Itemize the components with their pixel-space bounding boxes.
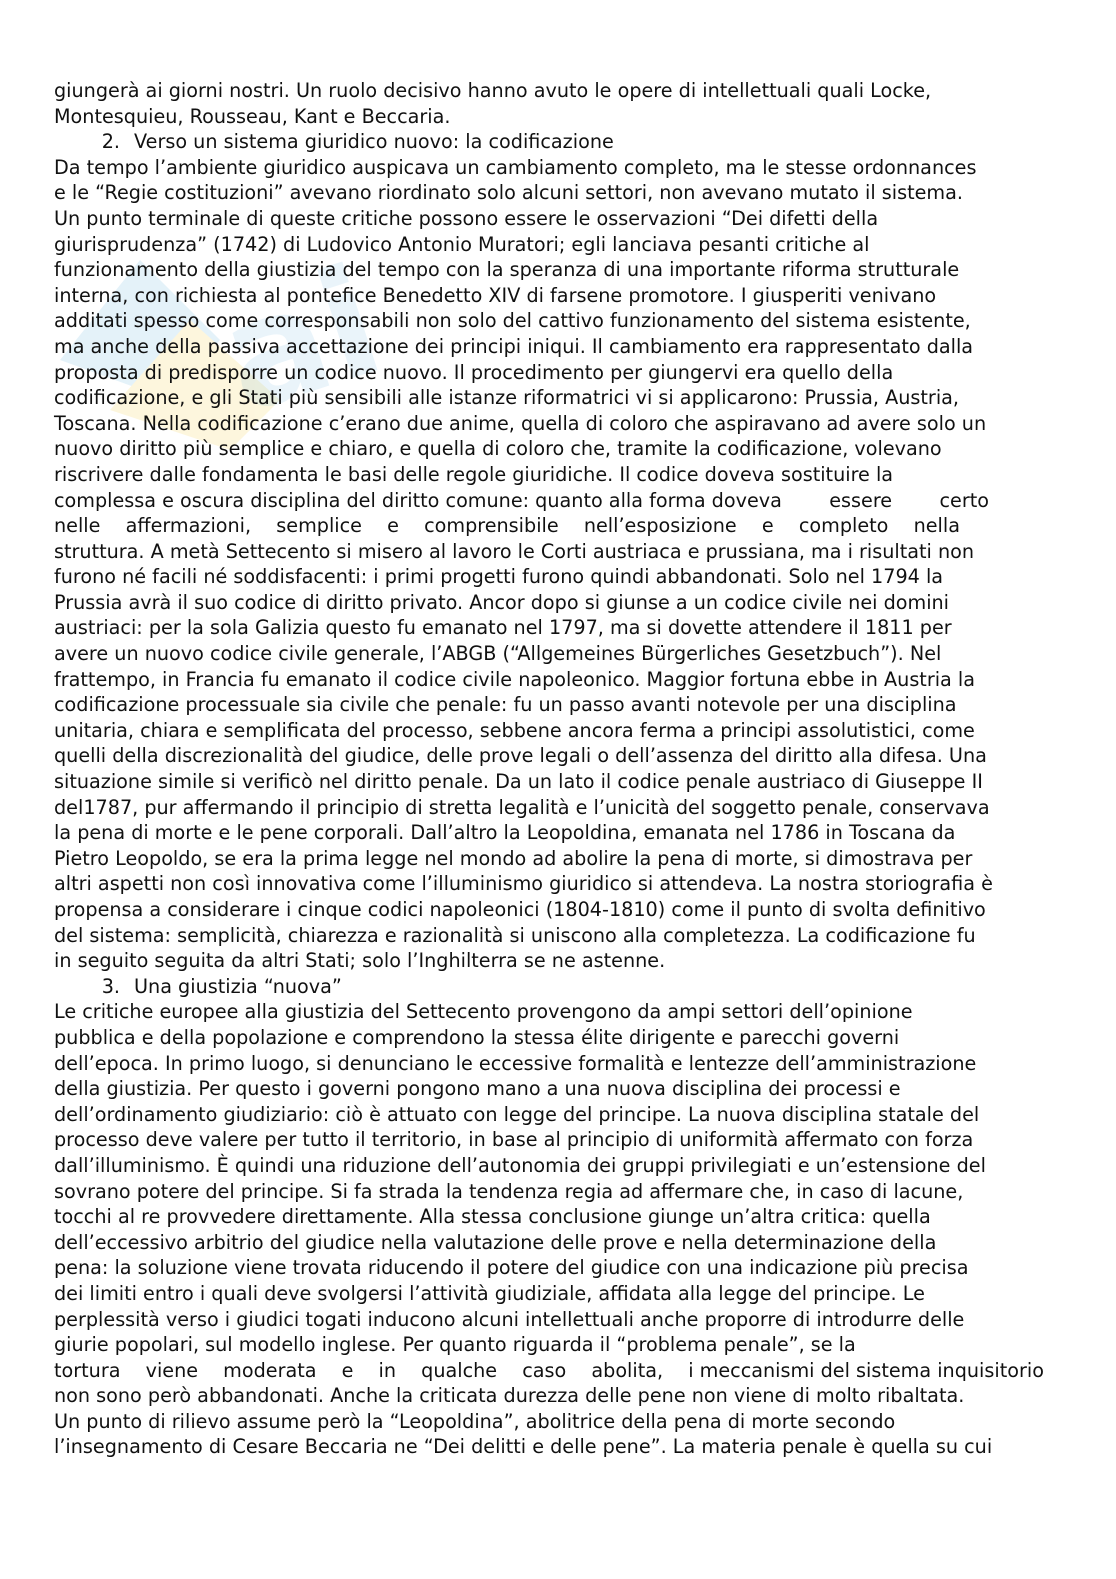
text-line: altri aspetti non così innovativa come l’illuminismo giuridico si attendeva. La nostra storiografia è [54,872,993,896]
section-heading [54,974,1064,1000]
section-title: Verso un sistema giuridico nuovo: la codificazione [134,130,614,154]
text-line: tocchi al re provvedere direttamente. Alla stessa conclusione giunge un’altra critica: quella [54,1205,931,1229]
text-line: interna, con richiesta al pontefice Benedetto XIV di farsene promotore. I giusperiti venivano [54,283,937,307]
text-line: struttura. A metà Settecento si misero al lavoro le Corti austriaca e prussiana, ma i risultati non [54,539,975,563]
intro-paragraph [54,78,1064,129]
text-line: proposta di predisporre un codice nuovo. Il procedimento per giungervi era quello della [54,360,894,384]
text-word: comprensibile [424,514,559,538]
text-line: additati spesso come corresponsabili non solo del cattivo funzionamento del sistema esistente, [54,309,971,333]
text-line: dell’eccessivo arbitrio del giudice nella valutazione delle prove e nella determinazione della [54,1230,937,1254]
text-word: completo [798,514,889,538]
text-line [54,513,960,539]
text-line: giurisprudenza” (1742) di Ludovico Antonio Muratori; egli lanciava pesanti critiche al [54,232,870,256]
text-line: Un punto di rilievo assume però la “Leopoldina”, abolitrice della pena di morte secondo [54,1409,896,1433]
text-line: ma anche della passiva accettazione dei principi iniqui. Il cambiamento era rappresentato dalla [54,334,974,358]
text-line: l’insegnamento di Cesare Beccaria ne “Dei delitti e delle pene”. La materia penale è quella su cui [54,1435,993,1459]
text-word: certo [939,488,989,512]
section-title: Una giustizia “nuova” [134,974,342,998]
document-body [54,78,1064,1460]
text-word: tortura [54,1358,121,1382]
text-line: Le critiche europee alla giustizia del Settecento provengono da ampi settori dell’opinione [54,1000,913,1024]
text-line: Prussia avrà il suo codice di diritto privato. Ancor dopo si giunse a un codice civile nei domini [54,590,950,614]
text-line: giungerà ai giorni nostri. Un ruolo decisivo hanno avuto le opere di intellettuali quali Locke, [54,79,932,102]
section-number: 2. [101,130,120,154]
text-line: propensa a considerare i cinque codici napoleonici (1804-1810) come il punto di svolta definitivo [54,898,986,921]
text-word: nella [913,514,960,538]
svg-text:ai: ai [201,234,401,448]
text-line: Da tempo l’ambiente giuridico auspicava un cambiamento completo, ma le stesse ordonnances [54,155,977,179]
text-line: e le “Regie costituzioni” avevano riordinato solo alcuni settori, non avevano mutato il sistema. [54,181,963,205]
text-line: pubblica e della popolazione e comprendono la stessa élite dirigente e parecchi governi [54,1025,900,1049]
text-line: dall’illuminismo. È quindi una riduzione dell’autonomia dei gruppi privilegiati e un’estensione del [54,1153,986,1177]
text-word: abolita, [591,1358,664,1382]
text-line: pena: la soluzione viene trovata riducendo il potere del giudice con una indicazione più precisa [54,1256,969,1280]
text-line: nuovo diritto più semplice e chiaro, e quella di coloro che, tramite la codificazione, volevano [54,437,942,461]
text-word: viene [145,1358,199,1382]
text-word: affermazioni, [125,514,252,538]
section-paragraph [54,155,1064,974]
text-line: dell’ordinamento giudiziario: ciò è attuato con legge del principe. La nuova disciplina statale del [54,1102,980,1126]
section-heading [54,129,1064,155]
text-word: moderata [223,1358,317,1382]
text-line: Un punto terminale di queste critiche possono essere le osservazioni “Dei difetti della [54,206,879,230]
text-line: austriaci: per la sola Galizia questo fu emanato nel 1797, ma si dovette attendere il 1811 per [54,616,952,640]
text-word: semplice [276,514,362,538]
text-line: in seguito seguita da altri Stati; solo l’Inghilterra se ne astenne. [54,949,666,973]
text-word: e [387,514,399,538]
text-line: situazione simile si verificò nel diritto penale. Da un lato il codice penale austriaco di Giuseppe II [54,770,983,794]
text-line: non sono però abbandonati. Anche la criticata durezza delle pene non viene di molto ribaltata. [54,1384,965,1408]
text-line: frattempo, in Francia fu emanato il codice civile napoleonico. Maggior fortuna ebbe in Austria la [54,667,975,691]
text-line: dell’epoca. In primo luogo, si denunciano le eccessive formalità e lentezze dell’amministrazione [54,1051,977,1075]
text-word: essere [829,488,893,512]
text-line: quelli della discrezionalità del giudice, delle prove legali o dell’assenza del diritto alla difesa. Una [54,744,987,768]
text-line: Pietro Leopoldo, se era la prima legge nel mondo ad abolire la pena di morte, si dimostrava per [54,846,973,870]
text-word: caso [522,1358,567,1382]
text-line: furono né facili né soddisfacenti: i primi progetti furono quindi abbandonati. Solo nel 1794 la [54,565,944,589]
text-line: del sistema: semplicità, chiarezza e razionalità si uniscono alla completezza. La codificazione fu [54,923,976,947]
text-line: processo deve valere per tutto il territorio, in base al principio di uniformità affermato con forza [54,1128,974,1152]
section-paragraph [54,999,1064,1460]
text-line: avere un nuovo codice civile generale, l’ABGB (“Allgemeines Bürgerliches Gesetzbuch”). Nel [54,642,942,666]
text-word: complessa e oscura disciplina del diritto comune: quanto alla forma doveva [54,488,782,512]
text-line: sovrano potere del principe. Si fa strada la tendenza regia ad affermare che, in caso di lacune, [54,1179,964,1203]
text-line [54,1358,1044,1384]
text-line: riscrivere dalle fondamenta le basi delle regole giuridiche. Il codice doveva sostituire la [54,462,894,486]
text-word: e [761,514,774,538]
text-word: nell’esposizione [583,514,737,538]
text-word: i meccanismi del sistema inquisitorio [688,1358,1044,1382]
text-word: in [378,1358,397,1382]
text-line: la pena di morte e le pene corporali. Dall’altro la Leopoldina, emanata nel 1786 in Toscana da [54,821,956,845]
text-word: nelle [54,514,101,538]
text-line: giurie popolari, sul modello inglese. Per quanto riguarda il “problema penale”, se la [54,1333,856,1357]
text-line: funzionamento della giustizia del tempo con la speranza di una importante riforma strutturale [54,258,960,282]
text-line: perplessità verso i giudici togati inducono alcuni intellettuali anche proporre di introdurre delle [54,1307,965,1331]
text-line: codificazione, e gli Stati più sensibili alle istanze riformatrici vi si applicarono: Prussia, Austria, [54,386,960,410]
text-line: Toscana. Nella codificazione c’erano due anime, quella di coloro che aspiravano ad avere solo un [54,411,987,435]
text-line: unitaria, chiara e semplificata del processo, sebbene ancora ferma a principi assolutistici, come [54,718,975,742]
text-line: codificazione processuale sia civile che penale: fu un passo avanti notevole per una disciplina [54,693,957,717]
section-number: 3. [101,974,120,998]
text-line [54,488,989,514]
text-line: dei limiti entro i quali deve svolgersi l’attività giudiziale, affidata alla legge del principe. Le [54,1281,925,1305]
text-line: Montesquieu, Rousseau, Kant e Beccaria. [54,104,451,128]
text-word: qualche [421,1358,498,1382]
text-line: della giustizia. Per questo i governi pongono mano a una nuova disciplina dei processi e [54,1077,901,1101]
text-line: del1787, pur affermando il principio di stretta legalità e l’unicità del soggetto penale, conservava [54,795,990,819]
text-word: e [341,1358,354,1382]
